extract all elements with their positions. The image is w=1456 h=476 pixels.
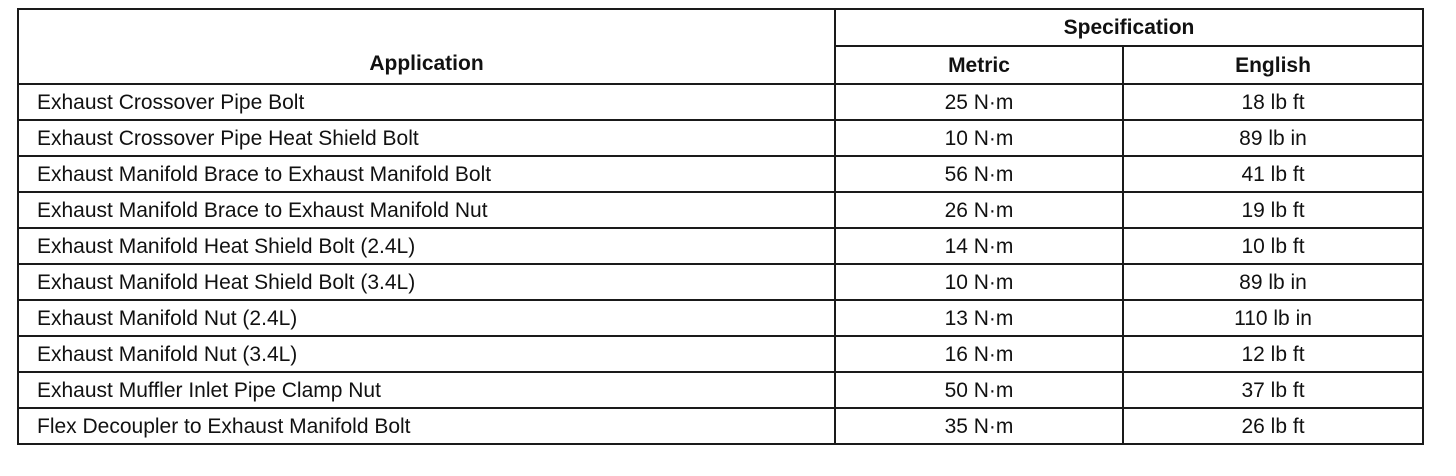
table-row xyxy=(18,336,1423,372)
table-row xyxy=(18,156,1423,192)
metric-cell: 25 N·m xyxy=(835,84,1123,120)
table-row xyxy=(18,300,1423,336)
application-cell: Exhaust Manifold Nut (3.4L) xyxy=(18,336,835,372)
english-cell: 89 lb in xyxy=(1123,264,1423,300)
application-cell: Exhaust Muffler Inlet Pipe Clamp Nut xyxy=(18,372,835,408)
english-cell: 10 lb ft xyxy=(1123,228,1423,264)
header-metric: Metric xyxy=(835,46,1123,84)
table-row xyxy=(18,120,1423,156)
table-row xyxy=(18,408,1423,444)
application-cell: Exhaust Manifold Heat Shield Bolt (3.4L) xyxy=(18,264,835,300)
english-cell: 18 lb ft xyxy=(1123,84,1423,120)
metric-cell: 16 N·m xyxy=(835,336,1123,372)
metric-cell: 56 N·m xyxy=(835,156,1123,192)
table-row xyxy=(18,264,1423,300)
application-cell: Flex Decoupler to Exhaust Manifold Bolt xyxy=(18,408,835,444)
header-application: Application xyxy=(18,9,835,84)
english-cell: 19 lb ft xyxy=(1123,192,1423,228)
header-row-top xyxy=(18,9,1423,46)
english-cell: 110 lb in xyxy=(1123,300,1423,336)
metric-cell: 14 N·m xyxy=(835,228,1123,264)
application-cell: Exhaust Crossover Pipe Bolt xyxy=(18,84,835,120)
metric-cell: 35 N·m xyxy=(835,408,1123,444)
english-cell: 26 lb ft xyxy=(1123,408,1423,444)
english-cell: 41 lb ft xyxy=(1123,156,1423,192)
application-cell: Exhaust Crossover Pipe Heat Shield Bolt xyxy=(18,120,835,156)
header-english: English xyxy=(1123,46,1423,84)
torque-specification-table xyxy=(17,8,1424,445)
table-row xyxy=(18,84,1423,120)
english-cell: 37 lb ft xyxy=(1123,372,1423,408)
english-cell: 12 lb ft xyxy=(1123,336,1423,372)
table-row xyxy=(18,192,1423,228)
header-specification: Specification xyxy=(835,9,1423,46)
english-cell: 89 lb in xyxy=(1123,120,1423,156)
metric-cell: 10 N·m xyxy=(835,264,1123,300)
metric-cell: 26 N·m xyxy=(835,192,1123,228)
application-cell: Exhaust Manifold Brace to Exhaust Manifold Bolt xyxy=(18,156,835,192)
application-cell: Exhaust Manifold Brace to Exhaust Manifold Nut xyxy=(18,192,835,228)
table-row xyxy=(18,228,1423,264)
application-cell: Exhaust Manifold Heat Shield Bolt (2.4L) xyxy=(18,228,835,264)
metric-cell: 13 N·m xyxy=(835,300,1123,336)
metric-cell: 10 N·m xyxy=(835,120,1123,156)
table-row xyxy=(18,372,1423,408)
application-cell: Exhaust Manifold Nut (2.4L) xyxy=(18,300,835,336)
metric-cell: 50 N·m xyxy=(835,372,1123,408)
